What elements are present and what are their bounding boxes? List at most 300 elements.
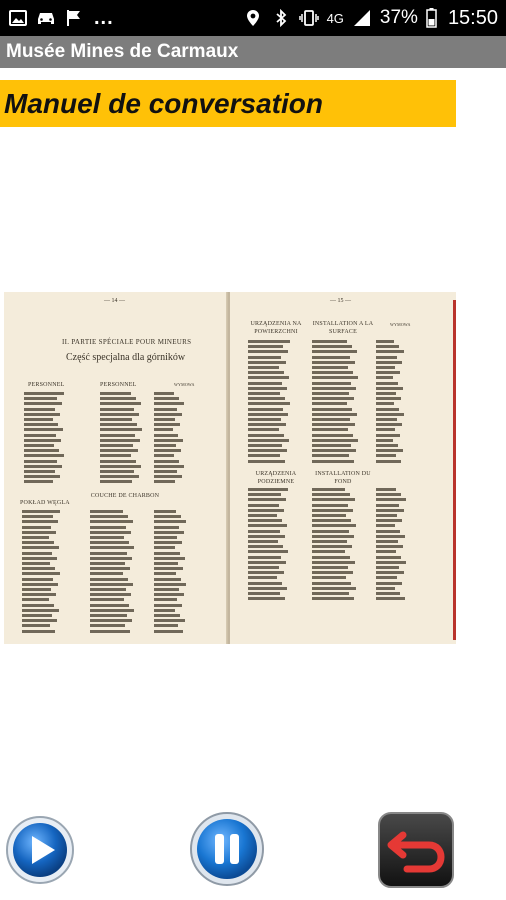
printed-text-line bbox=[312, 454, 349, 457]
printed-text-line bbox=[312, 509, 353, 512]
printed-text-line bbox=[22, 526, 51, 529]
printed-text-line bbox=[312, 566, 348, 569]
printed-text-line bbox=[376, 571, 404, 574]
printed-text-line bbox=[90, 578, 128, 581]
printed-text-line bbox=[376, 408, 399, 411]
clock: 15:50 bbox=[447, 6, 498, 29]
printed-text-line bbox=[90, 619, 132, 622]
printed-text-line bbox=[154, 413, 182, 416]
printed-text-line bbox=[24, 439, 61, 442]
printed-text-line bbox=[154, 475, 182, 478]
printed-text-line bbox=[100, 480, 132, 483]
printed-text-line bbox=[248, 418, 281, 421]
printed-text-line bbox=[376, 566, 399, 569]
printed-text-line bbox=[376, 454, 396, 457]
printed-text-line bbox=[154, 567, 183, 570]
printed-text-line bbox=[376, 460, 401, 463]
printed-text-line bbox=[248, 498, 286, 501]
printed-text-line bbox=[376, 340, 394, 343]
printed-text-line bbox=[312, 587, 356, 590]
printed-text-line bbox=[90, 588, 126, 591]
printed-text-line bbox=[22, 630, 55, 633]
left-section1-pl: PERSONNEL bbox=[28, 382, 65, 388]
printed-text-line bbox=[248, 371, 284, 374]
right-section2-pl: URZĄDZENIA PODZIEMNE bbox=[255, 471, 297, 485]
printed-text-line bbox=[24, 475, 60, 478]
status-bar bbox=[0, 0, 506, 36]
app-title-bar bbox=[0, 36, 506, 68]
printed-text-line bbox=[154, 434, 178, 437]
printed-text-line bbox=[376, 361, 402, 364]
printed-text-line bbox=[90, 572, 123, 575]
printed-text-line bbox=[376, 498, 406, 501]
printed-text-line bbox=[22, 588, 51, 591]
printed-text-line bbox=[248, 524, 287, 527]
printed-text-line bbox=[90, 593, 131, 596]
printed-text-line bbox=[154, 392, 174, 395]
printed-text-line bbox=[154, 541, 182, 544]
printed-text-line bbox=[376, 592, 400, 595]
printed-text-line bbox=[376, 428, 395, 431]
printed-text-line bbox=[376, 434, 400, 437]
booklet-left-page bbox=[4, 292, 228, 644]
flag-icon bbox=[64, 9, 84, 27]
printed-text-line bbox=[376, 504, 399, 507]
printed-text-line bbox=[24, 408, 55, 411]
printed-text-line bbox=[376, 439, 393, 442]
printed-text-line bbox=[90, 604, 129, 607]
printed-text-line bbox=[154, 609, 175, 612]
printed-text-line bbox=[312, 387, 356, 390]
printed-text-line bbox=[248, 540, 278, 543]
location-icon bbox=[243, 9, 263, 27]
printed-text-line bbox=[248, 340, 290, 343]
printed-text-line bbox=[376, 345, 399, 348]
printed-text-line bbox=[248, 454, 280, 457]
printed-text-line bbox=[24, 418, 53, 421]
printed-text-line bbox=[248, 556, 281, 559]
printed-text-line bbox=[376, 387, 403, 390]
printed-text-line bbox=[312, 556, 350, 559]
printed-text-line bbox=[312, 382, 351, 385]
printed-text-line bbox=[154, 520, 186, 523]
printed-text-line bbox=[248, 597, 285, 600]
printed-text-line bbox=[22, 619, 57, 622]
printed-text-line bbox=[376, 561, 406, 564]
printed-text-line bbox=[248, 449, 287, 452]
printed-text-line bbox=[376, 413, 404, 416]
left-section2-fr: COUCHE DE CHARBON bbox=[90, 493, 160, 499]
printed-text-line bbox=[154, 614, 180, 617]
printed-text-line bbox=[90, 515, 128, 518]
printed-text-line bbox=[312, 524, 356, 527]
printed-text-line bbox=[376, 535, 405, 538]
printed-text-line bbox=[100, 460, 136, 463]
printed-text-line bbox=[312, 576, 346, 579]
printed-text-line bbox=[154, 423, 180, 426]
printed-text-line bbox=[90, 536, 124, 539]
printed-text-line bbox=[312, 504, 348, 507]
printed-text-line bbox=[376, 371, 400, 374]
printed-text-line bbox=[248, 444, 282, 447]
printed-text-line bbox=[154, 439, 183, 442]
printed-text-line bbox=[312, 434, 353, 437]
printed-text-line bbox=[312, 361, 355, 364]
printed-text-line bbox=[22, 546, 59, 549]
printed-text-line bbox=[376, 540, 398, 543]
printed-text-line bbox=[248, 423, 286, 426]
booklet-image bbox=[4, 292, 456, 644]
printed-text-line bbox=[100, 423, 137, 426]
printed-text-line bbox=[312, 345, 352, 348]
printed-text-line bbox=[22, 583, 58, 586]
printed-text-line bbox=[312, 535, 354, 538]
printed-text-line bbox=[312, 592, 349, 595]
printed-text-line bbox=[248, 361, 286, 364]
image-icon bbox=[8, 9, 28, 27]
play-button[interactable] bbox=[5, 815, 75, 885]
left-page-title-pl: Część specjalna dla górników bbox=[66, 352, 186, 363]
printed-text-line bbox=[154, 510, 176, 513]
printed-text-line bbox=[154, 630, 183, 633]
printed-text-line bbox=[100, 397, 136, 400]
printed-text-line bbox=[248, 376, 289, 379]
return-button[interactable] bbox=[377, 811, 455, 889]
printed-text-line bbox=[154, 593, 184, 596]
booklet-right-page bbox=[230, 292, 456, 644]
printed-text-line bbox=[248, 402, 290, 405]
printed-text-line bbox=[24, 434, 56, 437]
printed-text-line bbox=[100, 402, 141, 405]
printed-text-line bbox=[24, 470, 55, 473]
printed-text-line bbox=[90, 526, 126, 529]
printed-text-line bbox=[90, 609, 134, 612]
printed-text-line bbox=[312, 392, 349, 395]
right-section2-fr: INSTALLATION DU FOND bbox=[315, 471, 371, 485]
printed-text-line bbox=[312, 530, 349, 533]
printed-text-line bbox=[154, 546, 175, 549]
printed-text-line bbox=[312, 540, 347, 543]
battery-percent: 37% bbox=[379, 7, 418, 28]
right-section1-fr: INSTALLATION A LA SURFACE bbox=[312, 321, 374, 335]
printed-text-line bbox=[154, 572, 176, 575]
printed-text-line bbox=[90, 562, 125, 565]
right-page-number: — 15 — bbox=[330, 298, 351, 304]
battery-icon bbox=[426, 9, 438, 27]
printed-text-line bbox=[22, 593, 56, 596]
printed-text-line bbox=[376, 509, 404, 512]
printed-text-line bbox=[312, 350, 357, 353]
printed-text-line bbox=[90, 624, 125, 627]
printed-text-line bbox=[154, 449, 181, 452]
printed-text-line bbox=[154, 408, 177, 411]
printed-text-line bbox=[312, 550, 345, 553]
right-section1-ph: WYMOWA bbox=[390, 322, 411, 327]
printed-text-line bbox=[90, 520, 133, 523]
printed-text-line bbox=[100, 465, 141, 468]
play-icon bbox=[5, 815, 75, 885]
printed-text-line bbox=[312, 418, 350, 421]
printed-text-line bbox=[100, 475, 139, 478]
signal-icon bbox=[352, 9, 372, 27]
printed-text-line bbox=[312, 519, 351, 522]
printed-text-line bbox=[248, 582, 282, 585]
printed-text-line bbox=[24, 480, 53, 483]
printed-text-line bbox=[312, 423, 355, 426]
printed-text-line bbox=[248, 504, 279, 507]
printed-text-line bbox=[312, 597, 354, 600]
printed-text-line bbox=[154, 515, 181, 518]
printed-text-line bbox=[248, 356, 281, 359]
printed-text-line bbox=[312, 397, 354, 400]
printed-text-line bbox=[22, 624, 50, 627]
printed-text-line bbox=[22, 614, 52, 617]
printed-text-line bbox=[248, 550, 288, 553]
printed-text-line bbox=[248, 561, 286, 564]
printed-text-line bbox=[24, 449, 59, 452]
printed-text-line bbox=[376, 514, 397, 517]
printed-text-line bbox=[24, 423, 58, 426]
printed-text-line bbox=[24, 402, 62, 405]
printed-text-line bbox=[376, 402, 394, 405]
printed-text-line bbox=[22, 536, 49, 539]
printed-text-line bbox=[248, 413, 288, 416]
printed-text-line bbox=[100, 413, 139, 416]
printed-text-line bbox=[376, 376, 393, 379]
printed-text-line bbox=[312, 428, 348, 431]
printed-text-line bbox=[90, 510, 123, 513]
left-section1-ph: WYMOWA bbox=[174, 382, 195, 387]
printed-text-line bbox=[312, 571, 353, 574]
printed-text-line bbox=[248, 428, 279, 431]
printed-text-line bbox=[154, 531, 184, 534]
printed-text-line bbox=[22, 515, 53, 518]
printed-text-line bbox=[22, 604, 54, 607]
app-title: Musée Mines de Carmaux bbox=[6, 41, 239, 62]
printed-text-line bbox=[154, 402, 184, 405]
printed-text-line bbox=[376, 587, 395, 590]
printed-text-line bbox=[248, 345, 283, 348]
more-notifications: ... bbox=[94, 6, 114, 29]
printed-text-line bbox=[312, 449, 356, 452]
pause-button[interactable] bbox=[189, 811, 265, 887]
printed-text-line bbox=[248, 387, 287, 390]
page-title: Manuel de conversation bbox=[4, 87, 323, 119]
printed-text-line bbox=[100, 444, 133, 447]
printed-text-line bbox=[90, 614, 127, 617]
printed-text-line bbox=[154, 397, 179, 400]
printed-text-line bbox=[248, 571, 284, 574]
network-type: 4G bbox=[326, 10, 344, 26]
printed-text-line bbox=[22, 567, 55, 570]
printed-text-line bbox=[248, 545, 283, 548]
printed-text-line bbox=[100, 434, 135, 437]
printed-text-line bbox=[154, 526, 179, 529]
printed-text-line bbox=[376, 382, 398, 385]
printed-text-line bbox=[90, 552, 127, 555]
printed-text-line bbox=[376, 519, 402, 522]
printed-text-line bbox=[248, 439, 289, 442]
printed-text-line bbox=[24, 444, 54, 447]
printed-text-line bbox=[376, 392, 396, 395]
car-icon bbox=[36, 9, 56, 27]
printed-text-line bbox=[312, 488, 345, 491]
printed-text-line bbox=[248, 587, 287, 590]
printed-text-line bbox=[22, 510, 60, 513]
printed-text-line bbox=[312, 514, 346, 517]
printed-text-line bbox=[100, 408, 134, 411]
printed-text-line bbox=[312, 413, 357, 416]
pause-icon bbox=[189, 811, 265, 887]
printed-text-line bbox=[100, 418, 132, 421]
printed-text-line bbox=[248, 592, 280, 595]
printed-text-line bbox=[154, 598, 177, 601]
status-right bbox=[243, 7, 498, 30]
printed-text-line bbox=[376, 550, 396, 553]
printed-text-line bbox=[154, 562, 178, 565]
printed-text-line bbox=[248, 392, 280, 395]
printed-text-line bbox=[376, 418, 397, 421]
printed-text-line bbox=[376, 397, 401, 400]
printed-text-line bbox=[376, 488, 396, 491]
printed-text-line bbox=[100, 454, 131, 457]
printed-text-line bbox=[376, 530, 400, 533]
printed-text-line bbox=[312, 366, 348, 369]
left-section2-pl: POKŁAD WĘGLA bbox=[20, 500, 70, 506]
return-arrow-icon bbox=[377, 811, 455, 889]
printed-text-line bbox=[154, 552, 180, 555]
printed-text-line bbox=[154, 619, 185, 622]
printed-text-line bbox=[376, 356, 397, 359]
printed-text-line bbox=[24, 428, 63, 431]
printed-text-line bbox=[376, 423, 402, 426]
printed-text-line bbox=[312, 582, 351, 585]
printed-text-line bbox=[22, 557, 57, 560]
printed-text-line bbox=[248, 514, 277, 517]
printed-text-line bbox=[100, 449, 138, 452]
printed-text-line bbox=[248, 519, 282, 522]
printed-text-line bbox=[154, 470, 177, 473]
vibrate-icon bbox=[299, 9, 319, 27]
printed-text-line bbox=[312, 408, 352, 411]
page-heading bbox=[0, 80, 456, 127]
printed-text-line bbox=[154, 480, 175, 483]
printed-text-line bbox=[24, 454, 64, 457]
printed-text-line bbox=[248, 566, 279, 569]
printed-text-line bbox=[22, 562, 50, 565]
printed-text-line bbox=[22, 531, 56, 534]
printed-text-line bbox=[154, 583, 186, 586]
printed-text-line bbox=[376, 493, 401, 496]
printed-text-line bbox=[248, 408, 283, 411]
printed-text-line bbox=[154, 536, 177, 539]
printed-text-line bbox=[248, 493, 281, 496]
printed-text-line bbox=[100, 428, 142, 431]
printed-text-line bbox=[312, 561, 355, 564]
printed-text-line bbox=[376, 350, 404, 353]
left-page-title-fr: II. PARTIE SPÉCIALE POUR MINEURS bbox=[62, 338, 192, 346]
printed-text-line bbox=[22, 609, 59, 612]
printed-text-line bbox=[248, 397, 285, 400]
printed-text-line bbox=[90, 546, 134, 549]
printed-text-line bbox=[154, 460, 179, 463]
printed-text-line bbox=[312, 545, 352, 548]
printed-text-line bbox=[376, 545, 403, 548]
printed-text-line bbox=[248, 382, 282, 385]
printed-text-line bbox=[376, 556, 401, 559]
printed-text-line bbox=[90, 630, 130, 633]
printed-text-line bbox=[312, 371, 353, 374]
printed-text-line bbox=[154, 465, 184, 468]
printed-text-line bbox=[248, 460, 285, 463]
printed-text-line bbox=[248, 350, 288, 353]
booklet-cover-edge bbox=[453, 300, 456, 640]
printed-text-line bbox=[376, 582, 402, 585]
printed-text-line bbox=[376, 444, 398, 447]
left-page-number: — 14 — bbox=[104, 298, 125, 304]
printed-text-line bbox=[154, 557, 185, 560]
printed-text-line bbox=[90, 598, 124, 601]
printed-text-line bbox=[100, 392, 131, 395]
printed-text-line bbox=[248, 509, 284, 512]
printed-text-line bbox=[248, 366, 279, 369]
printed-text-line bbox=[22, 520, 58, 523]
printed-text-line bbox=[312, 402, 347, 405]
status-left bbox=[8, 7, 114, 30]
printed-text-line bbox=[312, 498, 355, 501]
printed-text-line bbox=[90, 567, 130, 570]
printed-text-line bbox=[376, 524, 395, 527]
printed-text-line bbox=[154, 624, 178, 627]
printed-text-line bbox=[376, 449, 403, 452]
printed-text-line bbox=[312, 340, 347, 343]
printed-text-line bbox=[312, 444, 351, 447]
bluetooth-icon bbox=[271, 9, 291, 27]
printed-text-line bbox=[90, 531, 131, 534]
printed-text-line bbox=[154, 588, 179, 591]
printed-text-line bbox=[312, 439, 358, 442]
printed-text-line bbox=[22, 541, 54, 544]
printed-text-line bbox=[154, 428, 173, 431]
printed-text-line bbox=[90, 557, 132, 560]
printed-text-line bbox=[248, 488, 288, 491]
printed-text-line bbox=[22, 552, 52, 555]
printed-text-line bbox=[312, 493, 350, 496]
printed-text-line bbox=[22, 578, 53, 581]
printed-text-line bbox=[248, 576, 277, 579]
printed-text-line bbox=[24, 465, 62, 468]
left-section1-fr: PERSONNEL bbox=[100, 382, 137, 388]
printed-text-line bbox=[376, 366, 395, 369]
right-section1-pl: URZĄDZENIA NA POWIERZCHNI bbox=[250, 321, 302, 335]
printed-text-line bbox=[90, 541, 129, 544]
printed-text-line bbox=[100, 470, 134, 473]
printed-text-line bbox=[154, 444, 176, 447]
printed-text-line bbox=[22, 572, 60, 575]
printed-text-line bbox=[24, 392, 64, 395]
printed-text-line bbox=[24, 460, 57, 463]
printed-text-line bbox=[90, 583, 133, 586]
printed-text-line bbox=[100, 439, 140, 442]
printed-text-line bbox=[312, 356, 350, 359]
printed-text-line bbox=[24, 397, 57, 400]
printed-text-line bbox=[22, 598, 49, 601]
printed-text-line bbox=[248, 434, 284, 437]
printed-text-line bbox=[312, 460, 354, 463]
printed-text-line bbox=[376, 576, 397, 579]
printed-text-line bbox=[154, 418, 175, 421]
printed-text-line bbox=[154, 578, 181, 581]
